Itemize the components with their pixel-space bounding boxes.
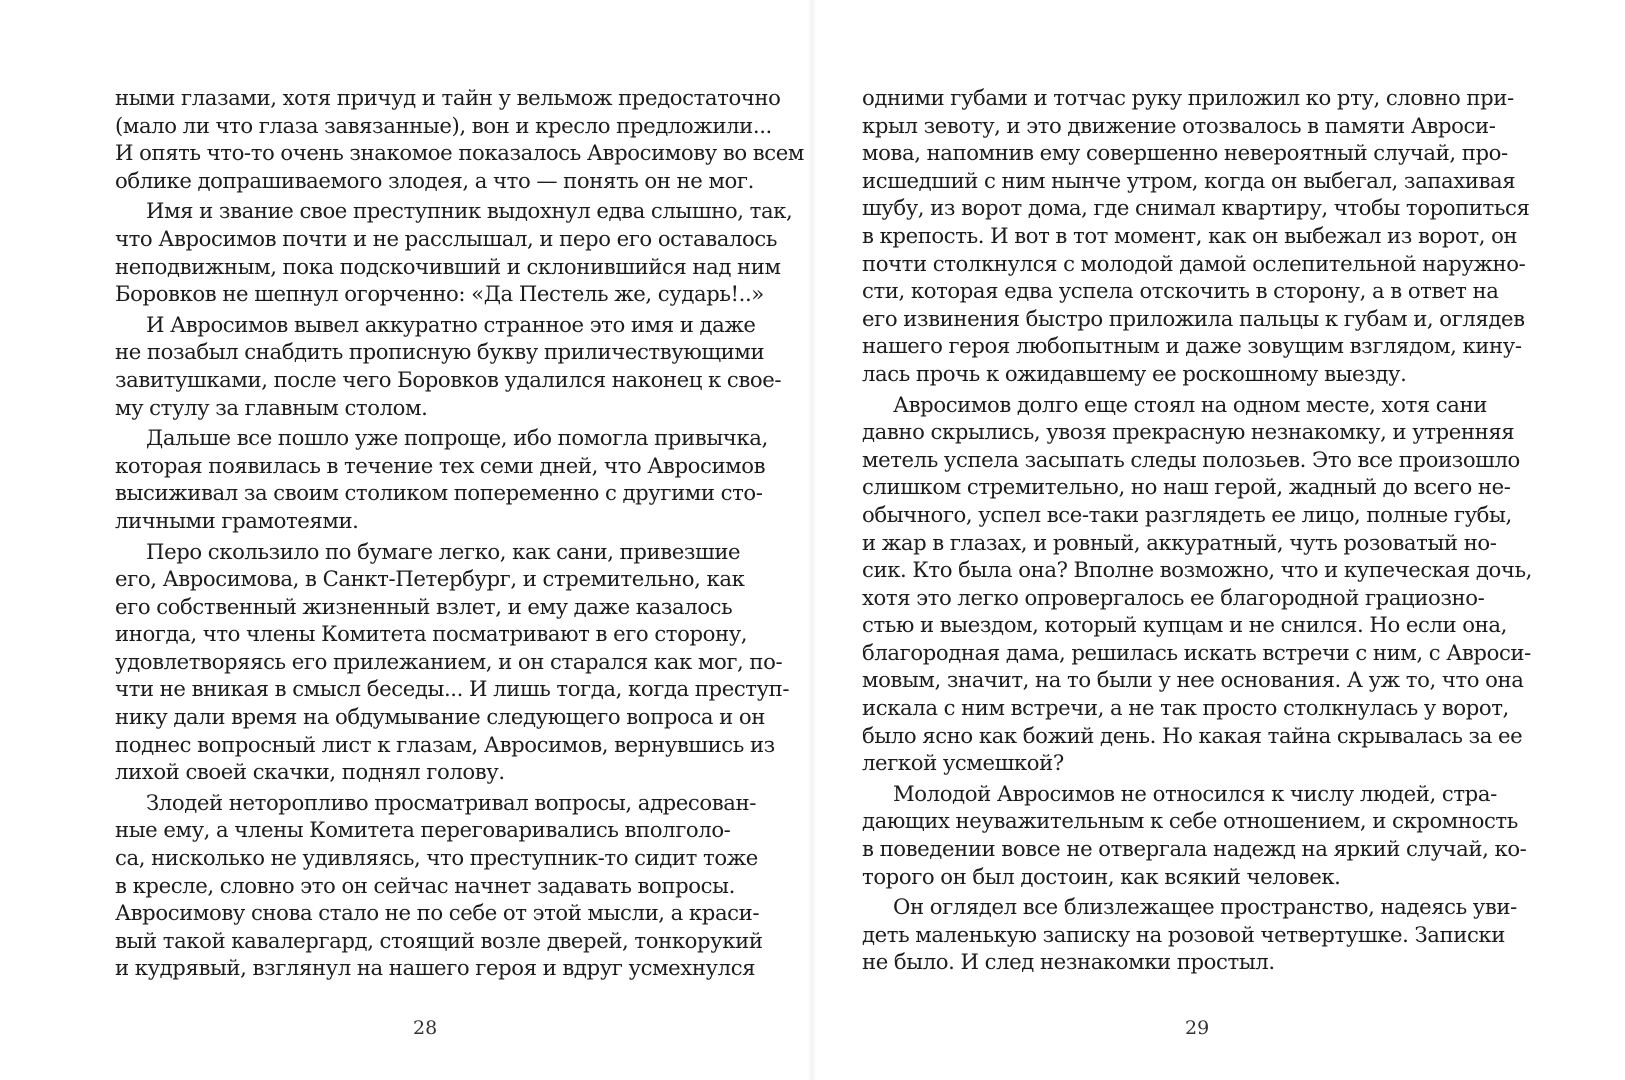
text-line: искала с ним встречи, а не так просто столкнулась у ворот, [862, 695, 1509, 721]
text-line: Авросимову снова стало не по себе от этой мысли, а краси- [115, 900, 760, 926]
text-line: Молодой Авросимов не относился к числу людей, стра- [893, 780, 1497, 806]
text-line: было ясно как божий день. Но какая тайна скрывалась за ее [862, 722, 1523, 748]
text-line: нику дали время на обдумывание следующего вопроса и он [115, 704, 765, 730]
text-line: Злодей неторопливо просматривал вопросы, адресован- [146, 789, 756, 815]
text-line: давно скрылись, увозя прекрасную незнакомку, и утренняя [862, 419, 1515, 445]
text-line: метель успела засыпать следы полозьев. Это все произошло [862, 446, 1520, 472]
right-page [812, 0, 1625, 1080]
paragraph [862, 84, 1530, 388]
left-page [0, 0, 812, 1080]
text-line: И опять что-то очень знакомое показалось Авросимову во всем [115, 140, 804, 166]
text-line: торого он был достоин, как всякий человек. [862, 863, 1341, 889]
text-line: И Авросимов вывел аккуратно странное это имя и даже [146, 311, 756, 337]
text-line: его собственный жизненный взлет, и ему даже казалось [115, 593, 733, 619]
text-line: благородная дама, решилась искать встречи с ним, с Авроси- [862, 639, 1531, 665]
text-line: облике допрашиваемого злодея, а что — понять он не мог. [115, 167, 754, 193]
text-line: хотя это легко опровергалось ее благородной грациозно- [862, 584, 1485, 610]
text-line: Боровков не шепнул огорченно: «Да Пестель же, сударь!..» [115, 281, 764, 307]
text-line: нашего героя любопытным и даже зовущим взглядом, кину- [862, 333, 1522, 359]
text-line: одними губами и тотчас руку приложил ко рту, словно при- [862, 85, 1514, 110]
text-line: легкой усмешкой? [862, 750, 1064, 776]
text-line: личными грамотеями. [115, 507, 359, 533]
text-line: Он оглядел все близлежащее пространство, надеясь уви- [893, 894, 1517, 920]
text-line: его извинения быстро приложила пальцы к губам и, оглядев [862, 305, 1525, 331]
page-number: 28 [413, 1017, 438, 1039]
text-line: почти столкнулся с молодой дамой ослепительной наружно- [862, 250, 1526, 276]
text-line: стью и выездом, который купцам и не снился. Но если она, [862, 612, 1507, 638]
text-line: мовым, значит, на то были у нее основания. А уж то, что она [862, 667, 1524, 693]
paragraph [115, 84, 804, 194]
text-line: обычного, успел все-таки разглядеть ее лицо, полные губы, [862, 501, 1512, 527]
text-line: не позабыл снабдить прописную букву приличествующими [115, 339, 765, 365]
paragraph [862, 780, 1527, 890]
text-line: лихой своей скачки, поднял голову. [115, 759, 505, 785]
text-line: исшедший с ним нынче утром, когда он выбегал, запахивая [862, 167, 1516, 193]
paragraph [115, 197, 793, 307]
text-line: и жар в глазах, и ровный, аккуратный, чуть розоватый но- [862, 529, 1497, 555]
text-line: (мало ли что глаза завязанные), вон и кресло предложили... [115, 112, 772, 138]
page-number: 29 [1185, 1017, 1210, 1039]
text-line: Имя и звание свое преступник выдохнул едва слышно, так, [146, 198, 793, 224]
text-line: ными глазами, хотя причуд и тайн у вельмож предостаточно [115, 85, 781, 110]
text-line: чти не вникая в смысл беседы... И лишь тогда, когда преступ- [115, 676, 790, 702]
text-line: му стулу за главным столом. [115, 394, 428, 420]
text-line: не было. И след незнакомки простыл. [862, 949, 1275, 975]
right-page-text [862, 84, 1532, 979]
paragraph [115, 311, 782, 421]
text-line: сти, которая едва успела отскочить в сторону, а в ответ на [862, 278, 1499, 304]
text-line: его, Авросимова, в Санкт-Петербург, и стремительно, как [115, 566, 745, 592]
paragraph [115, 424, 768, 534]
text-line: ные ему, а члены Комитета переговаривались вполголо- [115, 817, 731, 843]
text-line: неподвижным, пока подскочивший и склонившийся над ним [115, 253, 781, 279]
text-line: поднес вопросный лист к глазам, Авросимов, вернувшись из [115, 731, 775, 757]
text-line: деть маленькую записку на розовой четвертушке. Записки [862, 921, 1505, 947]
text-line: вый такой кавалергард, стоящий возле дверей, тонкорукий [115, 927, 763, 953]
text-line: и кудрявый, взглянул на нашего героя и вдруг усмехнулся [115, 955, 756, 981]
text-line: завитушками, после чего Боровков удалился наконец к свое- [115, 366, 782, 392]
text-line: в поведении вовсе не отвергала надежд на яркий случай, ко- [862, 836, 1527, 862]
text-line: Перо скользило по бумаге легко, как сани, привезшие [146, 538, 741, 564]
paragraph [862, 391, 1532, 777]
text-line: в кресле, словно это он сейчас начнет задавать вопросы. [115, 872, 735, 898]
text-line: шубу, из ворот дома, где снимал квартиру, чтобы торопиться [862, 195, 1530, 221]
text-line: в крепость. И вот в тот момент, как он выбежал из ворот, он [862, 222, 1518, 248]
text-line: удовлетворяясь его прилежанием, и он старался как мог, по- [115, 648, 783, 674]
text-line: мова, напомнив ему совершенно невероятный случай, про- [862, 140, 1508, 166]
text-line: лась прочь к ожидавшему ее роскошному выезду. [862, 360, 1407, 386]
text-line: Дальше все пошло уже попроще, ибо помогла привычка, [146, 425, 768, 451]
text-line: которая появилась в течение тех семи дней, что Авросимов [115, 452, 766, 478]
text-line: крыл зевоту, и это движение отозвалось в памяти Авроси- [862, 112, 1496, 138]
text-line: дающих неуважительным к себе отношением, и скромность [862, 808, 1518, 834]
paragraph [115, 789, 763, 982]
text-line: иногда, что члены Комитета посматривают в его сторону, [115, 621, 748, 647]
paragraph [115, 538, 790, 786]
text-line: высиживал за своим столиком попеременно с другими сто- [115, 480, 763, 506]
text-line: слишком стремительно, но наш герой, жадный до всего не- [862, 474, 1511, 500]
text-line: сик. Кто была она? Вполне возможно, что и купеческая дочь, [862, 557, 1532, 583]
text-line: са, нисколько не удивляясь, что преступник-то сидит тоже [115, 845, 758, 871]
paragraph [862, 893, 1517, 976]
left-page-text [115, 84, 804, 985]
text-line: что Авросимов почти и не расслышал, и перо его оставалось [115, 225, 777, 251]
text-line: Авросимов долго еще стоял на одном месте, хотя сани [893, 391, 1487, 417]
